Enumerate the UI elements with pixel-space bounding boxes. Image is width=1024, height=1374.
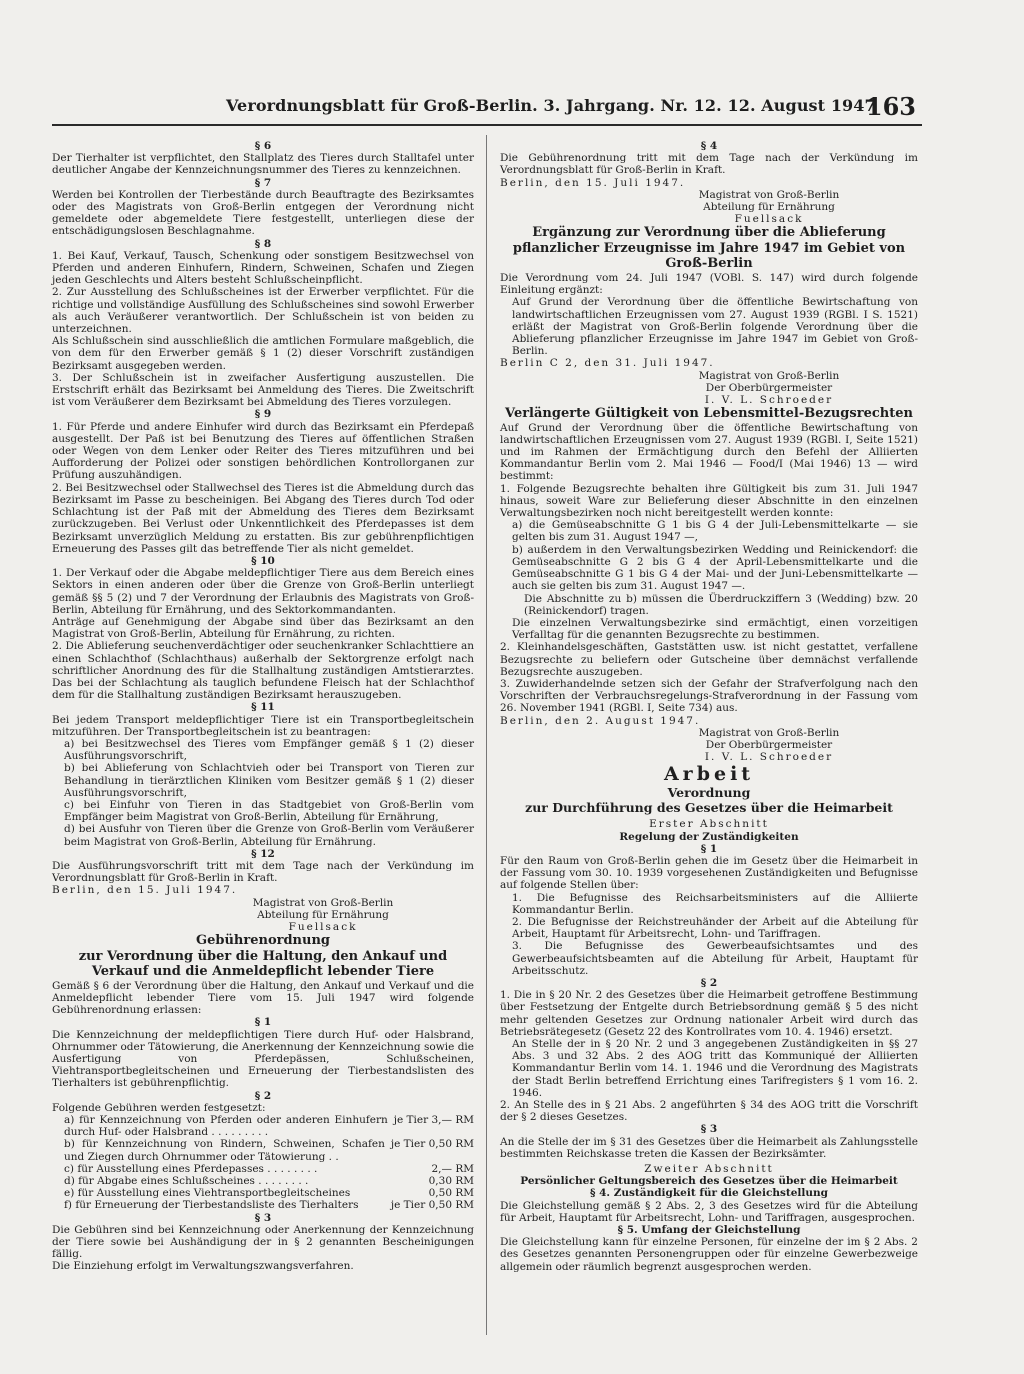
section-title: § 1 <box>700 842 718 855</box>
heading: Ergänzung zur Verordnung über die Ablieferung pflanzlicher Erzeugnisse im Jahre 1947 im Gebiet von Groß-Berlin <box>512 225 906 272</box>
chapter-subtitle: Regelung der Zuständigkeiten <box>619 830 799 843</box>
chapter-title: Erster Abschnitt <box>649 818 769 831</box>
paragraph: Die Kennzeichnung der meldepflichtigen Tiere durch Huf- oder Halsbrand, Ohrnummer oder Tätowierung, die Anerkennung der Kennzeichnung sowie die Ausfertigung von Pferdepässen, Schlußscheinen, Viehtransportbegleitscheinen und Erneuerung der Tierbestandslisten des Tierhalters ist gebührenpflichtig. <box>52 1028 474 1090</box>
left-column <box>52 140 474 1273</box>
signature-name: I. V. L. Schroeder <box>704 393 834 406</box>
paragraph: Die Gebührenordnung tritt mit dem Tage nach der Verkündung im Verordnungsblatt für Groß-Berlin in Kraft. <box>500 152 918 177</box>
list-item: b) außerdem in den Verwaltungsbezirken Wedding und Reinickendorf: die Gemüseabschnitte G 2 bis G 4 der April-Lebensmittelkarte und die Gemüseabschnitte G 1 bis G 4 der Mai- und der Juni-Lebensmittelkarte — auch sie gelten bis zum 31. August 1947 —. <box>512 543 918 593</box>
paragraph: Bei jedem Transport meldepflichtiger Tiere ist ein Transportbegleitschein mitzuführen. Der Transportbegleitschein ist zu beantragen: <box>52 713 474 738</box>
list-item: 3. Zuwiderhandelnde setzen sich der Gefahr der Strafverfolgung nach den Vorschriften der Verbrauchsregelungs-Strafverordnung in der Fassung vom 26. November 1941 (RGBl. I, Seite 734) aus. <box>500 677 918 715</box>
paragraph: Die einzelnen Verwaltungsbezirke sind ermächtigt, einen vorzeitigen Verfalltag für die genannten Bezugsrechte zu bestimmen. <box>512 616 918 642</box>
section-title: § 8 <box>254 237 272 250</box>
paragraph: Als Schlußschein sind ausschließlich die amtlichen Formulare maßgeblich, die von dem für den Erwerber gemäß § 1 (2) dieser Vorschrift zuständigen Bezirksamt ausgegeben werden. <box>52 335 474 372</box>
signature-line: Abteilung für Ernährung <box>703 201 835 214</box>
right-column <box>500 140 918 1273</box>
fee-row <box>52 1163 474 1175</box>
date-line: Berlin, den 15. Juli 1947. <box>52 884 238 897</box>
date-line: Berlin C 2, den 31. Juli 1947. <box>500 357 715 370</box>
signature-block <box>620 727 918 764</box>
paragraph: An Stelle der in § 20 Nr. 2 und 3 angegebenen Zuständigkeiten in §§ 27 Abs. 3 und 32 Abs. 2 des AOG tritt das Kommuniqué der Alliierten Kommandantur Berlin vom 14. 1. 1946 und die Verordnung des Magistrats der Stadt Berlin betreffend Errichtung eines Tarifregisters § 1 vom 16. 2. 1946. <box>512 1038 918 1099</box>
fee-value: 0,30 RM <box>428 1174 474 1187</box>
list-item: c) bei Einfuhr von Tieren in das Stadtgebiet von Groß-Berlin vom Empfänger beim Magistrat von Groß-Berlin, Abteilung für Ernährung, <box>64 798 474 824</box>
signature-line: Magistrat von Groß-Berlin <box>698 188 840 201</box>
paragraph: An die Stelle der im § 31 des Gesetzes über die Heimarbeit als Zahlungsstelle bestimmten Reichskasse treten die Kassen der Bezirksämter. <box>500 1135 918 1160</box>
signature-block <box>172 897 474 934</box>
subheading: zur Verordnung über die Haltung, den Ankauf und Verkauf und die Anmeldepflicht lebender Tiere <box>78 948 448 980</box>
fee-value: 0,50 RM <box>428 1187 474 1200</box>
signature-block <box>620 370 918 407</box>
date-line: Berlin, den 15. Juli 1947. <box>500 176 686 189</box>
fee-label: e) für Ausstellung eines Viehtransportbegleitscheines <box>64 1187 351 1200</box>
chapter-subtitle: Persönlicher Geltungsbereich des Gesetzes über die Heimarbeit <box>520 1175 898 1188</box>
paragraph: 1. Für Pferde und andere Einhufer wird durch das Bezirksamt ein Pferdepaß ausgestellt. Der Paß ist bei Benutzung des Tieres auf öffentlichen Straßen oder Wegen von dem Lenker oder Reiter des Tieres mitzuführen und bei Aufforderung der Polizei oder sonstigen behördlichen Kontrollorganen zur Prüfung auszuhändigen. <box>52 420 474 482</box>
section-title: § 1 <box>254 1016 272 1029</box>
date-line: Berlin, den 2. August 1947. <box>500 714 701 727</box>
section-title: § 3 <box>700 1123 718 1136</box>
paragraph: Für den Raum von Groß-Berlin gehen die im Gesetz über die Heimarbeit in der Fassung vom 30. 10. 1939 vorgesehenen Zuständigkeiten und Befugnisse auf folgende Stellen über: <box>500 854 918 892</box>
page-number: 163 <box>865 92 916 121</box>
header-title: Verordnungsblatt für Groß-Berlin. 3. Jahrgang. Nr. 12. 12. August 1947 <box>226 96 876 115</box>
fee-row <box>52 1199 474 1211</box>
paragraph: Werden bei Kontrollen der Tierbestände durch Beauftragte des Bezirksamtes oder des Magistrats von Groß-Berlin entgegen der Verordnung nicht gemeldete oder abgemeldete Tiere festgestellt, unterliegen diese der entschädigungslosen Beschlagnahme. <box>52 188 474 238</box>
list-item: 2. Die Befugnisse der Reichstreuhänder der Arbeit auf die Abteilung für Arbeit, Hauptamt für Arbeitsrecht, Lohn- und Tariffragen. <box>512 915 918 941</box>
section-title: § 4. Zuständigkeit für die Gleichstellung <box>589 1187 829 1200</box>
paragraph: 1. Der Verkauf oder die Abgabe meldepflichtiger Tiere aus dem Bereich eines Sektors in einen anderen oder über die Grenze von Groß-Berlin unterliegt gemäß §§ 5 (2) und 7 der Verordnung der Erlaubnis des Magistrats von Groß-Berlin, Abteilung für Ernährung, und des Sektorkommandanten. <box>52 567 474 616</box>
list-item: d) bei Ausfuhr von Tieren über die Grenze von Groß-Berlin vom Veräußerer beim Magistrat von Groß-Berlin, Abteilung für Ernährung. <box>64 823 474 848</box>
list-item: 1. Folgende Bezugsrechte behalten ihre Gültigkeit bis zum 31. Juli 1947 hinaus, soweit Ware zur Belieferung dieser Abschnitte in den einzelnen Verwaltungsbezirken noch nicht bereitgestellt werden konnte: <box>500 482 918 520</box>
fee-row <box>52 1175 474 1187</box>
chapter-title: Zweiter Abschnitt <box>644 1163 774 1176</box>
section-title: § 12 <box>251 847 275 860</box>
section-title: § 4 <box>700 140 718 152</box>
list-item: 2. An Stelle des in § 21 Abs. 2 angeführten § 34 des AOG tritt die Vorschrift der § 2 dieses Gesetzes. <box>500 1099 918 1124</box>
paragraph: Gemäß § 6 der Verordnung über die Haltung, den Ankauf und Verkauf und die Anmeldepflicht lebender Tiere vom 15. Juli 1947 wird folgende Gebührenordnung erlassen: <box>52 979 474 1017</box>
list-item: 3. Die Befugnisse des Gewerbeaufsichtsamtes und des Gewerbeaufsichtsbeamten auf die Abteilung für Arbeit, Hauptamt für Arbeitsschutz. <box>512 940 918 977</box>
fee-label: d) für Abgabe eines Schlußscheines . . . . . . . . <box>64 1174 309 1187</box>
paragraph: 2. Bei Besitzwechsel oder Stallwechsel des Tieres ist die Abmeldung durch das Bezirksamt im Passe zu bescheinigen. Bei Abgang des Tieres durch Tod oder Schlachtung ist der Paß mit der Abmeldung des Tieres dem Bezirksamt zurückzugeben. Bei Verlust oder Unkenntlichkeit des Pferdepasses ist dem Bezirksamt unverzüglich Meldung zu erstatten. Bis zur gebührenpflichtigen Erneuerung des Passes gilt das betreffende Tier als nicht gemeldet. <box>52 481 474 555</box>
list-item: a) bei Besitzwechsel des Tieres vom Empfänger gemäß § 1 (2) dieser Ausführungsvorschrift, <box>64 737 474 763</box>
signature-line: Abteilung für Ernährung <box>257 908 389 921</box>
list-item: b) bei Ablieferung von Schlachtvieh oder bei Transport von Tieren zur Behandlung in tierärztlichen Kliniken vom Besitzer gemäß § 1 (2) dieser Ausführungsvorschrift, <box>64 762 474 799</box>
fee-value: je Tier 3,— RM <box>393 1113 474 1126</box>
fee-row <box>52 1138 474 1162</box>
paragraph: Auf Grund der Verordnung über die öffentliche Bewirtschaftung von landwirtschaftlichen Erzeugnissen vom 27. August 1939 (RGBl. I S. 1521) erläßt der Magistrat von Groß-Berlin folgende Verordnung über die Ablieferung pflanzlicher Erzeugnisse im Jahre 1947 im Gebiet von Groß-Berlin. <box>512 296 918 358</box>
paragraph: Die Gebühren sind bei Kennzeichnung oder Anerkennung der Kennzeichnung der Tiere sowie bei Aushändigung der in § 2 genannten Bescheinigungen fällig. <box>52 1223 474 1261</box>
signature-line: Magistrat von Groß-Berlin <box>698 369 840 382</box>
list-item: 2. Kleinhandelsgeschäften, Gaststätten usw. ist nicht gestattet, verfallene Bezugsrechte zu beliefern oder Gutscheine über demnächst verfallende Bezugsrechte auszugeben. <box>500 641 918 678</box>
signature-line: Magistrat von Groß-Berlin <box>698 726 840 739</box>
paragraph: Die Einziehung erfolgt im Verwaltungszwangsverfahren. <box>52 1260 354 1273</box>
list-item: a) die Gemüseabschnitte G 1 bis G 4 der Juli-Lebensmittelkarte — sie gelten bis zum 31. August 1947 —, <box>512 519 918 544</box>
paragraph: Anträge auf Genehmigung der Abgabe sind über das Bezirksamt an den Magistrat von Groß-Berlin, Abteilung für Ernährung, zu richten. <box>52 615 474 641</box>
section-title: § 7 <box>254 176 272 189</box>
heading: Verordnung <box>667 785 751 801</box>
page-header <box>226 92 916 122</box>
section-title: § 2 <box>254 1089 272 1102</box>
part-heading: Arbeit <box>663 763 755 786</box>
paragraph: 1. Bei Kauf, Verkauf, Tausch, Schenkung oder sonstigem Besitzwechsel von Pferden und anderen Einhufern, Rindern, Schweinen, Schafen und Ziegen jeden Geschlechts und Alters besteht Schlußscheinpflicht. <box>52 249 474 287</box>
signature-name: Fuellsack <box>288 921 358 933</box>
paragraph: Die Gleichstellung kann für einzelne Personen, für einzelne der im § 2 Abs. 2 des Gesetzes genannten Personengruppen oder für einzelne Gewerbezweige allgemein oder räumlich begrenzt ausgesprochen werden. <box>500 1236 918 1273</box>
fee-label: b) für Kennzeichnung von Rindern, Schweinen, Schafen und Ziegen durch Ohrnummer oder Tätowierung . . <box>64 1138 385 1163</box>
signature-line: Magistrat von Groß-Berlin <box>252 896 394 909</box>
section-title: § 2 <box>700 976 718 989</box>
heading: Verlängerte Gültigkeit von Lebensmittel-Bezugsrechten <box>505 406 913 422</box>
section-title: § 6 <box>254 140 272 152</box>
fee-label: c) für Ausstellung eines Pferdepasses . . . . . . . . <box>64 1162 318 1175</box>
paragraph: Die Gleichstellung gemäß § 2 Abs. 2, 3 des Gesetzes wird für die Abteilung für Arbeit, Hauptamt für Arbeitsrecht, Lohn- und Tariffragen, ausgesprochen. <box>500 1199 918 1224</box>
fee-value: 2,— RM <box>431 1162 474 1175</box>
paragraph: 2. Zur Ausstellung des Schlußscheines ist der Erwerber verpflichtet. Für die richtige und vollständige Ausfüllung des Schlußscheines sind sowohl Erwerber als auch Veräußerer verantwortlich. Der Schlußschein ist von beiden zu unterzeichnen. <box>52 286 474 336</box>
column-divider <box>486 135 487 1335</box>
paragraph: Auf Grund der Verordnung über die öffentliche Bewirtschaftung von landwirtschaftlichen Erzeugnissen vom 27. August 1939 (RGBl. I, Seite 1521) und im Rahmen der Ermächtigung durch den Befehl der Alliierten Kommandantur Berlin vom 2. Mai 1946 — Food/I (Mai 1946) 13 — wird bestimmt: <box>500 421 918 483</box>
section-title: § 10 <box>251 554 275 567</box>
paragraph: Der Tierhalter ist verpflichtet, den Stallplatz des Tieres durch Stalltafel unter deutlicher Angabe der Kennzeichnungsnummer des Tieres zu kennzeichnen. <box>52 152 474 177</box>
list-item: 1. Die in § 20 Nr. 2 des Gesetzes über die Heimarbeit getroffene Bestimmung über Festsetzung der Entgelte durch Betriebsordnung gemäß § 5 des nicht mehr geltenden Gesetzes zur Ordnung nationaler Arbeit wird durch das Betriebsrätegesetz (Gesetz 22 des Kontrollrates vom 10. 4. 1946) ersetzt. <box>500 989 918 1038</box>
list-item: 1. Die Befugnisse des Reichsarbeitsministers auf die Alliierte Kommandantur Berlin. <box>512 891 918 916</box>
subheading: zur Durchführung des Gesetzes über die Heimarbeit <box>525 800 893 816</box>
paragraph: Die Ausführungsvorschrift tritt mit dem Tage nach der Verkündung im Verordnungsblatt für Groß-Berlin in Kraft. <box>52 859 474 885</box>
paragraph: Die Abschnitte zu b) müssen die Überdruckziffern 3 (Wedding) bzw. 20 (Reinickendorf) tragen. <box>524 592 918 617</box>
fee-label: f) für Erneuerung der Tierbestandsliste des Tierhalters <box>64 1199 359 1212</box>
paragraph: Folgende Gebühren werden festgesetzt: <box>52 1101 266 1114</box>
paragraph: 2. Die Ablieferung seuchenverdächtiger oder seuchenkranker Schlachttiere an einen Schlachthof (Schlachthaus) außerhalb der Sektorgrenze erfolgt nach schriftlicher Anordnung des für die Stallhaltung zuständigen Amtstierarztes. Das bei der Schlachtung als tauglich befundene Fleisch hat der Schlachthof dem für die Stallhaltung zuständigen Bezirksamt herauszugeben. <box>52 640 474 702</box>
paragraph: 3. Der Schlußschein ist in zweifacher Ausfertigung auszustellen. Die Erstschrift erhält das Bezirksamt bei Anmeldung des Tieres. Die Zweitschrift ist vom Veräußerer dem Bezirksamt bei Abmeldung des Tieres vorzulegen. <box>52 371 474 409</box>
section-title: § 11 <box>251 701 275 714</box>
fee-label: a) für Kennzeichnung von Pferden oder anderen Einhufern durch Huf- oder Halsbrand . . . . . . . . . <box>64 1113 388 1139</box>
signature-line: Der Oberbürgermeister <box>705 738 833 751</box>
fee-value: je Tier 0,50 RM <box>390 1199 474 1212</box>
fee-row <box>52 1114 474 1138</box>
signature-name: Fuellsack <box>734 213 804 226</box>
fee-value: je Tier 0,50 RM <box>390 1138 474 1151</box>
signature-name: I. V. L. Schroeder <box>704 751 834 764</box>
fee-row <box>52 1187 474 1199</box>
signature-block <box>620 189 918 226</box>
signature-line: Der Oberbürgermeister <box>705 381 833 394</box>
section-title: § 9 <box>254 408 272 421</box>
section-title: § 5. Umfang der Gleichstellung <box>617 1224 801 1237</box>
section-title: § 3 <box>254 1211 272 1224</box>
header-rule <box>52 124 922 126</box>
heading: Gebührenordnung <box>196 933 330 949</box>
paragraph: Die Verordnung vom 24. Juli 1947 (VOBl. S. 147) wird durch folgende Einleitung ergänzt: <box>500 271 918 297</box>
